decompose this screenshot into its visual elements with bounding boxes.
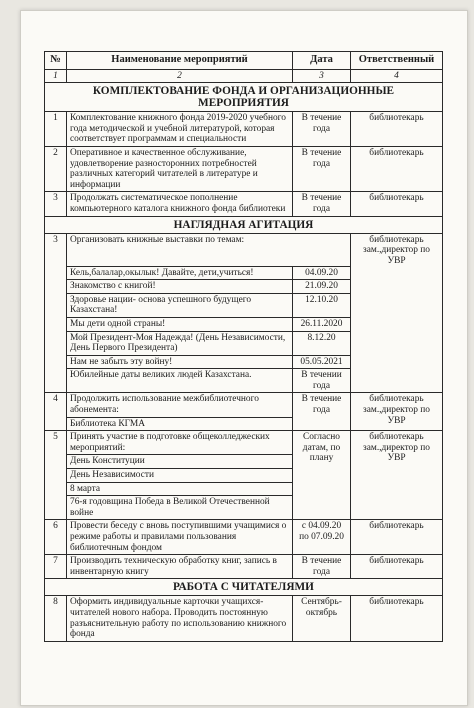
row-date: В течение года xyxy=(293,393,351,431)
exhibition-date: В течении года xyxy=(293,369,351,393)
exhibition-title: Нам не забыть эту войну! xyxy=(67,355,293,369)
sub-item: День Конституции xyxy=(67,455,293,469)
table-row xyxy=(45,596,443,641)
header-name: Наименование мероприятий xyxy=(67,52,293,70)
index-cell: 2 xyxy=(67,69,293,83)
row-name: Провести беседу с вновь поступившими учащимися о режиме работы и правилами пользования библиотечным фондом xyxy=(67,520,293,555)
row-resp: библиотекарь xyxy=(351,112,443,147)
header-num: № xyxy=(45,52,67,70)
section-title: НАГЛЯДНАЯ АГИТАЦИЯ xyxy=(45,216,443,233)
exhibition-title: Кель,балалар,окылык! Давайте, дети,учиться! xyxy=(67,266,293,280)
table-row xyxy=(45,520,443,555)
row-name: Производить техническую обработку книг, запись в инвентарную книгу xyxy=(67,555,293,579)
section-row xyxy=(45,216,443,233)
table-row xyxy=(45,431,443,455)
exhibition-date: 04.09.20 xyxy=(293,266,351,280)
row-resp: библиотекарь зам.,директор по УВР xyxy=(351,431,443,520)
table-row xyxy=(45,233,443,266)
row-name: Организовать книжные выставки по темам: xyxy=(67,233,351,266)
row-resp: библиотекарь xyxy=(351,520,443,555)
sub-item: Библиотека КГМА xyxy=(67,417,293,431)
sub-item: 76-я годовщина Победа в Великой Отечественной войне xyxy=(67,496,293,520)
row-date: с 04.09.20 по 07.09.20 xyxy=(293,520,351,555)
section-row xyxy=(45,579,443,596)
row-name: Принять участие в подготовке общеколледжеских мероприятий: xyxy=(67,431,293,455)
row-name: Продолжить использование межбиблиотечного абонемента: xyxy=(67,393,293,417)
exhibition-date: 8.12.20 xyxy=(293,331,351,355)
exhibition-title: Мы дети одной страны! xyxy=(67,317,293,331)
row-resp: библиотекарь xyxy=(351,596,443,641)
table-row xyxy=(45,393,443,417)
row-num: 7 xyxy=(45,555,67,579)
row-date: В течение года xyxy=(293,555,351,579)
row-resp: библиотекарь xyxy=(351,146,443,191)
index-row xyxy=(45,69,443,83)
header-resp: Ответственный xyxy=(351,52,443,70)
sub-item: День Независимости xyxy=(67,469,293,483)
section-row xyxy=(45,83,443,112)
row-num: 3 xyxy=(45,233,67,393)
exhibition-date: 12.10.20 xyxy=(293,293,351,317)
row-date: В течение года xyxy=(293,192,351,216)
row-date: Согласно датам, по плану xyxy=(293,431,351,520)
index-cell: 1 xyxy=(45,69,67,83)
row-num: 5 xyxy=(45,431,67,520)
exhibition-date: 21.09.20 xyxy=(293,280,351,294)
row-name: Комплектование книжного фонда 2019-2020 учебного года методической и учебной литературой, которая соответствует программам и специальности xyxy=(67,112,293,147)
row-name: Оперативное и качественное обслуживание, удовлетворение разносторонних потребностей различных категорий читателей в литературе и информации xyxy=(67,146,293,191)
row-date: Сентябрь-октябрь xyxy=(293,596,351,641)
row-num: 8 xyxy=(45,596,67,641)
header-row xyxy=(45,52,443,70)
header-date: Дата xyxy=(293,52,351,70)
row-resp: библиотекарь зам.,директор по УВР xyxy=(351,233,443,393)
table-row xyxy=(45,146,443,191)
table-row xyxy=(45,112,443,147)
row-num: 1 xyxy=(45,112,67,147)
row-num: 2 xyxy=(45,146,67,191)
index-cell: 3 xyxy=(293,69,351,83)
row-date: В течение года xyxy=(293,146,351,191)
exhibition-title: Юбилейные даты великих людей Казахстана. xyxy=(67,369,293,393)
sub-item: 8 марта xyxy=(67,482,293,496)
row-date: В течение года xyxy=(293,112,351,147)
exhibition-title: Мой Президент-Моя Надежда! (День Независимости, День Первого Президента) xyxy=(67,331,293,355)
row-resp: библиотекарь xyxy=(351,192,443,216)
table-row xyxy=(45,192,443,216)
row-num: 6 xyxy=(45,520,67,555)
row-name: Оформить индивидуальные карточки учащихся-читателей нового набора. Проводить постоянную разъяснительную работу по использованию книжного фонда xyxy=(67,596,293,641)
index-cell: 4 xyxy=(351,69,443,83)
row-num: 3 xyxy=(45,192,67,216)
section-title: КОМПЛЕКТОВАНИЕ ФОНДА И ОРГАНИЗАЦИОННЫЕ МЕРОПРИЯТИЯ xyxy=(45,83,443,112)
row-num: 4 xyxy=(45,393,67,431)
plan-table xyxy=(44,51,443,642)
row-resp: библиотекарь зам.,директор по УВР xyxy=(351,393,443,431)
exhibition-date: 26.11.2020 xyxy=(293,317,351,331)
exhibition-title: Здоровье нации- основа успешного будущего Казахстана! xyxy=(67,293,293,317)
exhibition-date: 05.05.2021 xyxy=(293,355,351,369)
section-title: РАБОТА С ЧИТАТЕЛЯМИ xyxy=(45,579,443,596)
row-name: Продолжать систематическое пополнение компьютерного каталога книжного фонда библиотеки xyxy=(67,192,293,216)
exhibition-title: Знакомство с книгой! xyxy=(67,280,293,294)
row-resp: библиотекарь xyxy=(351,555,443,579)
table-row xyxy=(45,555,443,579)
